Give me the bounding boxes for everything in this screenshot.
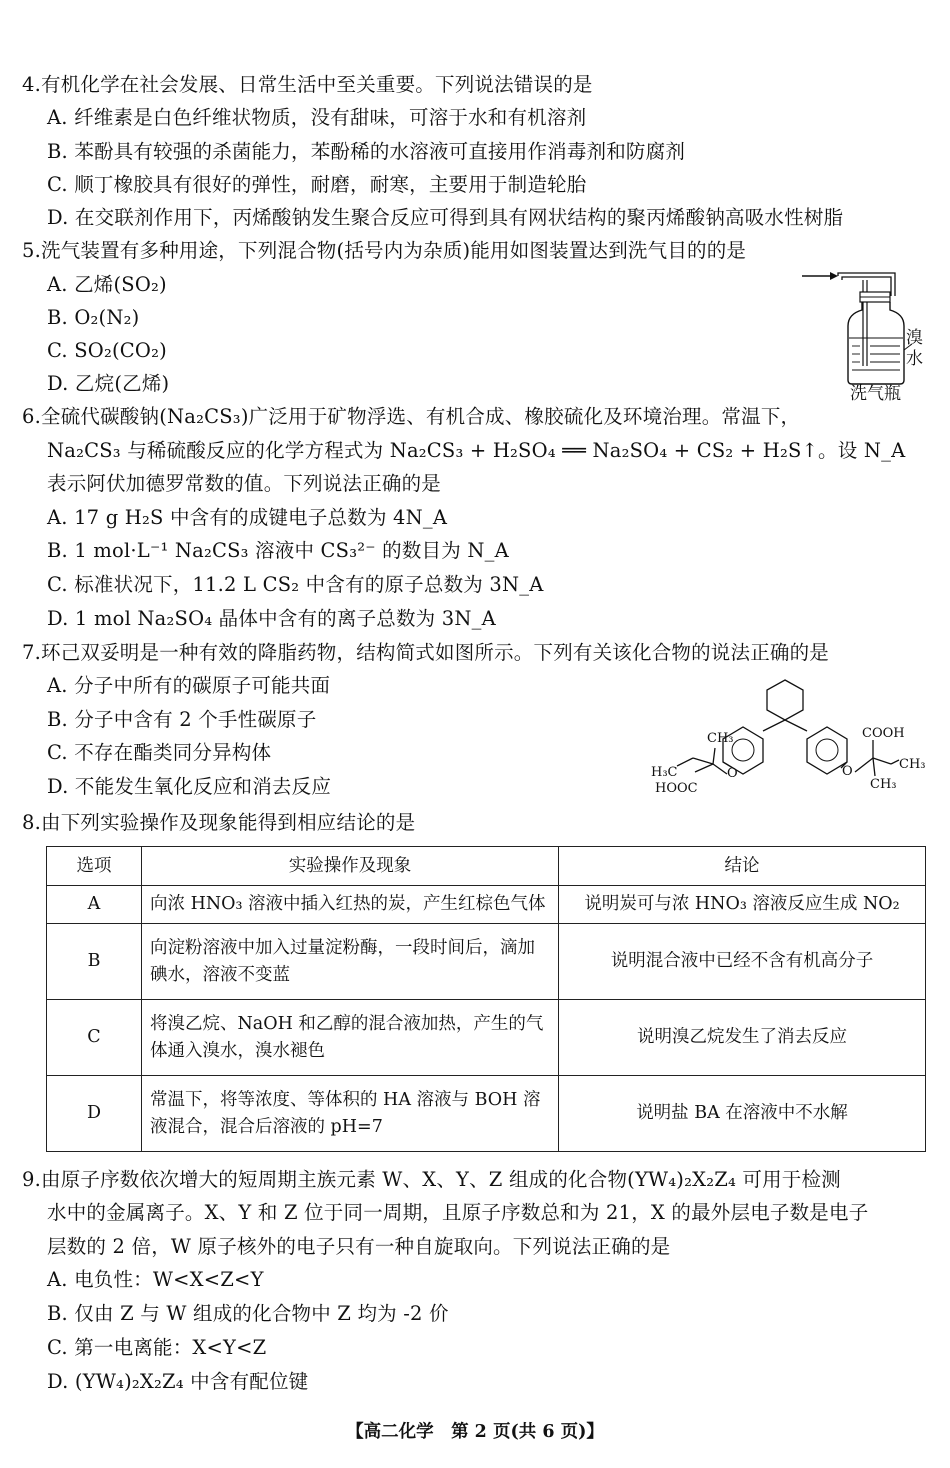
q5-option-c: C. SO₂(CO₂) [47, 339, 167, 362]
q7-option-d: D. 不能发生氧化反应和消去反应 [47, 775, 332, 798]
header-conclusion: 结论 [559, 847, 926, 886]
q4-option-d: D. 在交联剂作用下，丙烯酸钠发生聚合反应可得到具有网状结构的聚丙烯酸钠高吸水性树脂 [47, 206, 844, 229]
row-operation: 向淀粉溶液中加入过量淀粉酶，一段时间后，滴加碘水，溶液不变蓝 [142, 924, 559, 1000]
row-operation: 向浓 HNO₃ 溶液中插入红热的炭，产生红棕色气体 [142, 886, 559, 924]
struct-o-left: O [727, 766, 738, 781]
table-header-row [47, 847, 926, 886]
struct-hooc-left: HOOC [655, 781, 698, 796]
q4-option-b: B. 苯酚具有较强的杀菌能力，苯酚稀的水溶液可直接用作消毒剂和防腐剂 [47, 140, 686, 163]
q6-stem-line-2: Na₂CS₃ 与稀硫酸反应的化学方程式为 Na₂CS₃ + H₂SO₄ ══ Na₂SO₄ + CS₂ + H₂S↑。设 N_A [47, 439, 906, 462]
row-option: A [47, 886, 142, 924]
header-operation: 实验操作及现象 [142, 847, 559, 886]
struct-cooh-right: COOH [862, 726, 905, 741]
struct-ch3-right: CH₃ [899, 757, 926, 772]
q9-stem-line-3: 层数的 2 倍，W 原子核外的电子只有一种自旋取向。下列说法正确的是 [47, 1235, 671, 1258]
table-row [47, 1000, 926, 1076]
row-conclusion: 说明混合液中已经不含有机高分子 [559, 924, 926, 1000]
row-conclusion: 说明盐 BA 在溶液中不水解 [559, 1076, 926, 1152]
q9-option-a: A. 电负性：W<X<Z<Y [47, 1268, 264, 1291]
q5-option-b: B. O₂(N₂) [47, 306, 140, 329]
q7-stem: 7.环己双妥明是一种有效的降脂药物，结构简式如图所示。下列有关该化合物的说法正确的是 [22, 641, 830, 664]
q9-option-c: C. 第一电离能：X<Y<Z [47, 1336, 267, 1359]
bottle-liquid-label-1: 溴 [906, 328, 923, 348]
table-row [47, 1076, 926, 1152]
page-footer: 【高二化学 第 2 页(共 6 页)】 [346, 1422, 604, 1442]
q9-option-b: B. 仅由 Z 与 W 组成的化合物中 Z 均为 -2 价 [47, 1302, 449, 1325]
q9-option-d: D. (YW₄)₂X₂Z₄ 中含有配位键 [47, 1370, 309, 1393]
q9-stem-line-2: 水中的金属离子。X、Y 和 Z 位于同一周期，且原子序数总和为 21，X 的最外层电子数是电子 [47, 1201, 869, 1224]
q9-stem-line-1: 9.由原子序数依次增大的短周期主族元素 W、X、Y、Z 组成的化合物(YW₄)₂X₂Z₄ 可用于检测 [22, 1168, 841, 1191]
row-operation: 将溴乙烷、NaOH 和乙醇的混合液加热，产生的气体通入溴水，溴水褪色 [142, 1000, 559, 1076]
q5-option-a: A. 乙烯(SO₂) [47, 273, 167, 296]
struct-ch3-top-left: CH₃ [707, 731, 734, 746]
q8-stem: 8.由下列实验操作及现象能得到相应结论的是 [22, 811, 416, 834]
bottle-liquid-label-2: 水 [906, 349, 923, 369]
row-operation: 常温下，将等浓度、等体积的 HA 溶液与 BOH 溶液混合，混合后溶液的 pH=7 [142, 1076, 559, 1152]
struct-ch3-bottom-right: CH₃ [870, 777, 897, 792]
table-row [47, 886, 926, 924]
q6-option-a: A. 17 g H₂S 中含有的成键电子总数为 4N_A [47, 506, 448, 529]
q4-option-a: A. 纤维素是白色纤维状物质，没有甜味，可溶于水和有机溶剂 [47, 106, 587, 129]
q6-option-c: C. 标准状况下，11.2 L CS₂ 中含有的原子总数为 3N_A [47, 573, 544, 596]
row-option: D [47, 1076, 142, 1152]
row-option: C [47, 1000, 142, 1076]
header-option: 选项 [47, 847, 142, 886]
q6-stem-line-1: 6.全硫代碳酸钠(Na₂CS₃)广泛用于矿物浮选、有机合成、橡胶硫化及环境治理。常温下， [22, 405, 801, 428]
q5-stem: 5.洗气装置有多种用途，下列混合物(括号内为杂质)能用如图装置达到洗气目的的是 [22, 239, 747, 262]
row-option: B [47, 924, 142, 1000]
row-conclusion: 说明溴乙烷发生了消去反应 [559, 1000, 926, 1076]
q7-option-c: C. 不存在酯类同分异构体 [47, 741, 272, 764]
q6-option-d: D. 1 mol Na₂SO₄ 晶体中含有的离子总数为 3N_A [47, 607, 496, 630]
q6-option-b: B. 1 mol·L⁻¹ Na₂CS₃ 溶液中 CS₃²⁻ 的数目为 N_A [47, 539, 509, 562]
q4-stem: 4.有机化学在社会发展、日常生活中至关重要。下列说法错误的是 [22, 73, 593, 96]
q6-stem-line-3: 表示阿伏加德罗常数的值。下列说法正确的是 [47, 472, 442, 495]
struct-h3c-left: H₃C [651, 765, 678, 780]
q7-option-b: B. 分子中含有 2 个手性碳原子 [47, 708, 317, 731]
table-row [47, 924, 926, 1000]
row-conclusion: 说明炭可与浓 HNO₃ 溶液反应生成 NO₂ [559, 886, 926, 924]
experiment-table [46, 846, 926, 1152]
q5-option-d: D. 乙烷(乙烯) [47, 372, 170, 395]
struct-o-right: O [842, 764, 853, 779]
bottle-caption: 洗气瓶 [850, 384, 901, 404]
q7-option-a: A. 分子中所有的碳原子可能共面 [47, 674, 331, 697]
q4-option-c: C. 顺丁橡胶具有很好的弹性，耐磨，耐寒，主要用于制造轮胎 [47, 173, 587, 196]
